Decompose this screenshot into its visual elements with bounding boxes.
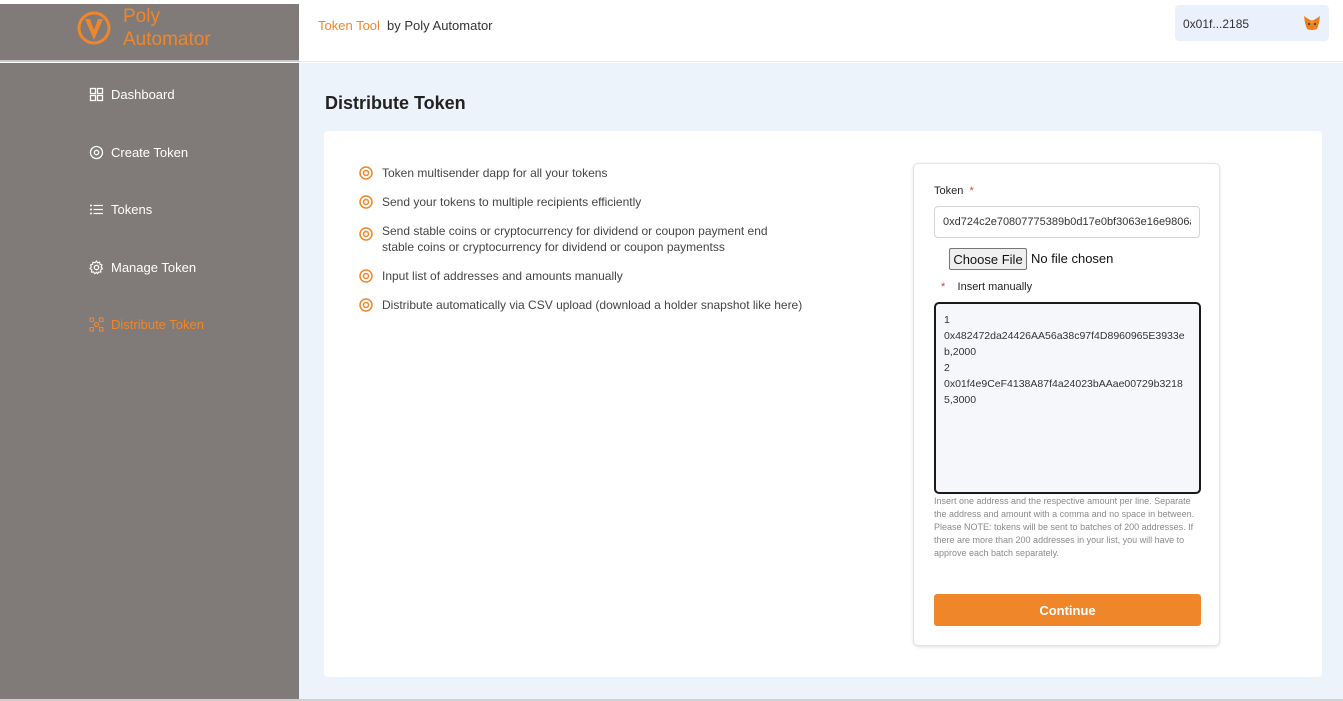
wallet-button[interactable] xyxy=(1175,5,1329,41)
token-label xyxy=(934,185,974,197)
feature-text: Send stable coins or cryptocurrency for dividend or coupon payment end stable coins or cryptocurrency for dividend or coupon paymentss xyxy=(382,224,768,254)
feature-text: Send your tokens to multiple recipients efficiently xyxy=(382,195,642,209)
sidebar-item-create-token[interactable] xyxy=(89,142,188,162)
target-bullet-icon xyxy=(359,195,373,209)
sidebar-item-dashboard[interactable] xyxy=(89,84,175,104)
sidebar-item-label: Dashboard xyxy=(111,86,175,102)
circle-dot-icon xyxy=(89,145,104,160)
header xyxy=(299,4,1343,62)
token-address-input[interactable] xyxy=(934,206,1200,238)
sidebar xyxy=(0,63,299,699)
feature-item xyxy=(359,165,819,181)
required-marker: * xyxy=(941,281,955,293)
distribute-form xyxy=(913,163,1220,646)
target-bullet-icon xyxy=(359,298,373,312)
sidebar-item-label: Manage Token xyxy=(111,259,197,275)
by-text: by Poly Automator xyxy=(387,18,493,33)
metamask-fox-icon xyxy=(1303,15,1321,31)
token-label-text: Token xyxy=(934,185,964,197)
file-status-text: No file chosen xyxy=(1031,251,1114,266)
feature-item xyxy=(359,268,819,284)
sidebar-item-tokens[interactable] xyxy=(89,199,152,219)
feature-item xyxy=(359,194,819,210)
continue-button[interactable]: Continue xyxy=(934,594,1201,626)
sidebar-item-label: Create Token xyxy=(111,144,189,160)
brand-name-line1: Poly xyxy=(123,6,160,27)
tool-name-link[interactable]: Token Tool xyxy=(318,18,380,33)
gear-icon xyxy=(89,260,104,275)
content-card xyxy=(324,131,1322,677)
brand-name-line2: Automator xyxy=(123,29,211,50)
feature-item xyxy=(359,223,819,255)
feature-text: Input list of addresses and amounts manually xyxy=(382,269,623,283)
choose-file-button[interactable]: Choose File xyxy=(949,248,1027,270)
sidebar-item-label: Distribute Token xyxy=(111,316,204,332)
manual-addresses-textarea[interactable] xyxy=(934,302,1201,494)
list-icon xyxy=(89,202,104,217)
main-content xyxy=(299,63,1343,699)
sidebar-item-distribute-token[interactable] xyxy=(89,314,204,334)
top-bar xyxy=(0,4,1343,62)
manual-hint-text: Insert one address and the respective amount per line. Separate the address and amount with a comma and no space in between. Please NOTE: tokens will be sent to batches of 200 addresses. If there are more than 200 addresses in your list, you will have to approve each batch separately. xyxy=(934,496,1195,558)
required-marker: * xyxy=(966,185,974,197)
page-title: Distribute Token xyxy=(325,93,466,113)
logo-area xyxy=(0,4,299,62)
feature-item xyxy=(359,297,819,313)
target-bullet-icon xyxy=(359,269,373,283)
feature-list xyxy=(359,165,819,326)
sidebar-item-manage-token[interactable] xyxy=(89,257,196,277)
brand-name xyxy=(123,5,211,51)
poly-automator-logo-icon xyxy=(76,10,112,46)
sidebar-item-label: Tokens xyxy=(111,201,153,217)
manual-label xyxy=(941,281,1032,293)
feature-text: Token multisender dapp for all your tokens xyxy=(382,166,608,180)
manual-label-text: Insert manually xyxy=(957,281,1033,293)
grid-icon xyxy=(89,87,104,102)
feature-text: Distribute automatically via CSV upload (download a holder snapshot like here) xyxy=(382,298,803,312)
distribute-icon xyxy=(89,317,104,332)
target-bullet-icon xyxy=(359,166,373,180)
wallet-address: 0x01f...2185 xyxy=(1183,17,1250,31)
target-bullet-icon xyxy=(359,227,373,241)
